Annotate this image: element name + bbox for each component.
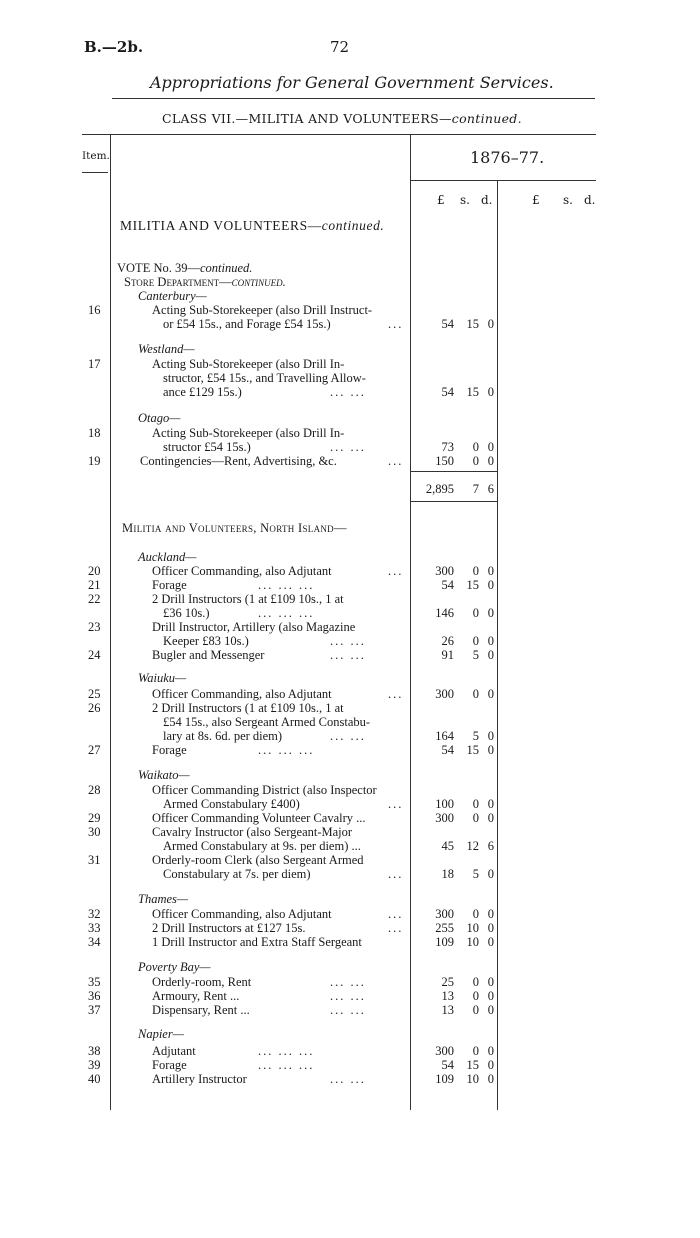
item-36-text: Armoury, Rent ... bbox=[152, 989, 240, 1003]
subtotal-pounds: 2,895 bbox=[425, 482, 454, 496]
amount-pence: 0 bbox=[487, 1044, 494, 1058]
amount-shillings: 0 bbox=[472, 454, 479, 468]
district-otago: Otago— bbox=[138, 411, 181, 425]
item-30-text: Armed Constabulary at 9s. per diem) ... bbox=[163, 839, 361, 853]
item-17-text: Acting Sub-Storekeeper (also Drill In- bbox=[152, 357, 345, 371]
item-23-text: Drill Instructor, Artillery (also Magazine bbox=[152, 620, 356, 634]
title-rule bbox=[112, 98, 595, 99]
amount-pence: 0 bbox=[487, 867, 494, 881]
amount-pence: 0 bbox=[487, 634, 494, 648]
item-number: 31 bbox=[88, 853, 101, 867]
amount-shillings: 15 bbox=[466, 578, 479, 592]
leader-dots: ... ... bbox=[330, 440, 366, 454]
year-header-rule bbox=[410, 180, 596, 181]
item-number: 29 bbox=[88, 811, 101, 825]
document-reference: B.—2b. bbox=[84, 38, 144, 56]
item-number: 19 bbox=[88, 454, 101, 468]
item-number: 34 bbox=[88, 935, 101, 949]
item-29-text: Officer Commanding Volunteer Cavalry ... bbox=[152, 811, 366, 825]
pounds-header-2: £ bbox=[532, 193, 540, 207]
amount-shillings: 15 bbox=[466, 385, 479, 399]
item-26-text: 2 Drill Instructors (1 at £109 10s., 1 at bbox=[152, 701, 344, 715]
leader-dots: ... bbox=[388, 921, 404, 935]
item-22-text: 2 Drill Instructors (1 at £109 10s., 1 at bbox=[152, 592, 344, 606]
amount-pounds: 300 bbox=[435, 811, 454, 825]
amount-pounds: 25 bbox=[441, 975, 454, 989]
pence-header-1: d. bbox=[481, 193, 493, 207]
item-number: 40 bbox=[88, 1072, 101, 1086]
leader-dots: ... ... ... bbox=[258, 1058, 315, 1072]
amount-pounds: 54 bbox=[441, 385, 454, 399]
amount-pounds: 164 bbox=[435, 729, 454, 743]
amount-pence: 0 bbox=[487, 606, 494, 620]
district-westland: Westland— bbox=[138, 342, 195, 356]
item-number: 16 bbox=[88, 303, 101, 317]
item-26-text: £54 15s., also Sergeant Armed Constabu- bbox=[163, 715, 371, 729]
leader-dots: ... ... bbox=[330, 1072, 366, 1086]
amount-pence: 0 bbox=[487, 440, 494, 454]
item-number: 32 bbox=[88, 907, 101, 921]
amount-shillings: 0 bbox=[472, 1044, 479, 1058]
district-waikato: Waikato— bbox=[138, 768, 190, 782]
amount-pence: 0 bbox=[487, 687, 494, 701]
item-number: 17 bbox=[88, 357, 101, 371]
amount-pence: 0 bbox=[487, 564, 494, 578]
item-number: 25 bbox=[88, 687, 101, 701]
district-thames: Thames— bbox=[138, 892, 189, 906]
leader-dots: ... bbox=[388, 797, 404, 811]
item-number: 37 bbox=[88, 1003, 101, 1017]
amount-shillings: 0 bbox=[472, 907, 479, 921]
item-number: 28 bbox=[88, 783, 101, 797]
amount-shillings: 0 bbox=[472, 797, 479, 811]
amount-pounds: 54 bbox=[441, 743, 454, 757]
subtitle-rule bbox=[82, 134, 596, 135]
amount-shillings: 12 bbox=[466, 839, 479, 853]
page-title: Appropriations for General Government Services. bbox=[150, 73, 554, 92]
item-column-divider bbox=[110, 135, 111, 1110]
amount-pounds: 91 bbox=[441, 648, 454, 662]
vote-heading: VOTE No. 39—continued. bbox=[117, 261, 253, 275]
amount-pounds: 109 bbox=[435, 935, 454, 949]
amount-pounds: 300 bbox=[435, 687, 454, 701]
item-column-header: Item. bbox=[82, 150, 110, 162]
item-27-text: Forage bbox=[152, 743, 187, 757]
amount-shillings: 0 bbox=[472, 634, 479, 648]
amount-pence: 0 bbox=[487, 921, 494, 935]
amount-pence: 0 bbox=[487, 578, 494, 592]
item-33-text: 2 Drill Instructors at £127 15s. bbox=[152, 921, 306, 935]
subtotal-pence: 6 bbox=[487, 482, 494, 496]
amount-pounds: 146 bbox=[435, 606, 454, 620]
amount-pounds: 13 bbox=[441, 1003, 454, 1017]
amount-pounds: 54 bbox=[441, 317, 454, 331]
district-poverty-bay: Poverty Bay— bbox=[138, 960, 211, 974]
subtotal-rule-bottom bbox=[410, 501, 497, 502]
amount-pence: 0 bbox=[487, 743, 494, 757]
leader-dots: ... bbox=[388, 564, 404, 578]
item-40-text: Artillery Instructor bbox=[152, 1072, 247, 1086]
district-auckland: Auckland— bbox=[138, 550, 197, 564]
amount-pence: 0 bbox=[487, 385, 494, 399]
item-38-text: Adjutant bbox=[152, 1044, 196, 1058]
amount-pence: 0 bbox=[487, 729, 494, 743]
amount-shillings: 5 bbox=[472, 729, 479, 743]
leader-dots: ... ... ... bbox=[258, 1044, 315, 1058]
amount-shillings: 15 bbox=[466, 1058, 479, 1072]
amount-pence: 0 bbox=[487, 811, 494, 825]
item-28-text: Officer Commanding District (also Inspector bbox=[152, 783, 377, 797]
class-subtitle: CLASS VII.—MILITIA AND VOLUNTEERS—continued. bbox=[162, 111, 522, 126]
leader-dots: ... ... bbox=[330, 634, 366, 648]
year-header: 1876–77. bbox=[470, 148, 545, 167]
district-napier: Napier— bbox=[138, 1027, 184, 1041]
item-34-text: 1 Drill Instructor and Extra Staff Sergeant bbox=[152, 935, 362, 949]
item-25-text: Officer Commanding, also Adjutant bbox=[152, 687, 332, 701]
item-20-text: Officer Commanding, also Adjutant bbox=[152, 564, 332, 578]
item-18-text: structor £54 15s.) bbox=[163, 440, 251, 454]
item-19-text: Contingencies—Rent, Advertising, &c. bbox=[140, 454, 337, 468]
amount-pounds: 54 bbox=[441, 1058, 454, 1072]
leader-dots: ... ... bbox=[330, 989, 366, 1003]
shillings-header-1: s. bbox=[460, 193, 470, 207]
amount-pounds: 13 bbox=[441, 989, 454, 1003]
leader-dots: ... bbox=[388, 867, 404, 881]
amount-pence: 0 bbox=[487, 989, 494, 1003]
item-number: 30 bbox=[88, 825, 101, 839]
district-canterbury: Canterbury— bbox=[138, 289, 207, 303]
amount-shillings: 15 bbox=[466, 317, 479, 331]
item-21-text: Forage bbox=[152, 578, 187, 592]
amount-pounds: 150 bbox=[435, 454, 454, 468]
item-number: 27 bbox=[88, 743, 101, 757]
item-35-text: Orderly-room, Rent bbox=[152, 975, 252, 989]
amount-pence: 0 bbox=[487, 1072, 494, 1086]
item-number: 38 bbox=[88, 1044, 101, 1058]
amount-pounds: 73 bbox=[441, 440, 454, 454]
leader-dots: ... bbox=[388, 317, 404, 331]
leader-dots: ... ... bbox=[330, 729, 366, 743]
amount-column-divider bbox=[410, 135, 411, 1110]
amount-pence: 0 bbox=[487, 975, 494, 989]
item-32-text: Officer Commanding, also Adjutant bbox=[152, 907, 332, 921]
item-31-text: Orderly-room Clerk (also Sergeant Armed bbox=[152, 853, 364, 867]
item-24-text: Bugler and Messenger bbox=[152, 648, 265, 662]
item-number: 33 bbox=[88, 921, 101, 935]
leader-dots: ... ... bbox=[330, 975, 366, 989]
item-16-text: or £54 15s., and Forage £54 15s.) bbox=[163, 317, 331, 331]
amount-shillings: 0 bbox=[472, 989, 479, 1003]
page-number: 72 bbox=[330, 38, 350, 56]
item-number: 36 bbox=[88, 989, 101, 1003]
amount-shillings: 10 bbox=[466, 935, 479, 949]
item-number: 21 bbox=[88, 578, 101, 592]
item-28-text: Armed Constabulary £400) bbox=[163, 797, 300, 811]
amount-pounds: 300 bbox=[435, 564, 454, 578]
item-number: 24 bbox=[88, 648, 101, 662]
amount-shillings: 15 bbox=[466, 743, 479, 757]
amount-shillings: 0 bbox=[472, 687, 479, 701]
amount-shillings: 10 bbox=[466, 921, 479, 935]
subtotal-rule-top bbox=[410, 471, 497, 472]
amount-pounds: 100 bbox=[435, 797, 454, 811]
amount-pence: 0 bbox=[487, 648, 494, 662]
item-17-text: structor, £54 15s., and Travelling Allow- bbox=[163, 371, 366, 385]
section-heading-militia-continued: MILITIA AND VOLUNTEERS—continued. bbox=[120, 218, 385, 233]
amount-pence: 0 bbox=[487, 935, 494, 949]
amount-pounds: 54 bbox=[441, 578, 454, 592]
pence-header-2: d. bbox=[584, 193, 596, 207]
leader-dots: ... bbox=[388, 907, 404, 921]
amount-pounds: 18 bbox=[441, 867, 454, 881]
amount-pounds: 109 bbox=[435, 1072, 454, 1086]
item-18-text: Acting Sub-Storekeeper (also Drill In- bbox=[152, 426, 345, 440]
shillings-header-2: s. bbox=[563, 193, 573, 207]
amount-shillings: 10 bbox=[466, 1072, 479, 1086]
leader-dots: ... bbox=[388, 687, 404, 701]
subtotal-shillings: 7 bbox=[472, 482, 479, 496]
item-16-text: Acting Sub-Storekeeper (also Drill Instruct- bbox=[152, 303, 373, 317]
item-number: 39 bbox=[88, 1058, 101, 1072]
item-17-text: ance £129 15s.) bbox=[163, 385, 242, 399]
item-37-text: Dispensary, Rent ... bbox=[152, 1003, 250, 1017]
amount-shillings: 0 bbox=[472, 811, 479, 825]
amount-shillings: 0 bbox=[472, 440, 479, 454]
leader-dots: ... ... bbox=[330, 385, 366, 399]
leader-dots: ... ... ... bbox=[258, 578, 315, 592]
amount-pence: 0 bbox=[487, 1058, 494, 1072]
item-number: 23 bbox=[88, 620, 101, 634]
item-22-text: £36 10s.) bbox=[163, 606, 210, 620]
amount-pence: 0 bbox=[487, 317, 494, 331]
amount-pence: 0 bbox=[487, 1003, 494, 1017]
item-30-text: Cavalry Instructor (also Sergeant-Major bbox=[152, 825, 353, 839]
amount-shillings: 5 bbox=[472, 648, 479, 662]
leader-dots: ... ... bbox=[330, 1003, 366, 1017]
amount-shillings: 0 bbox=[472, 1003, 479, 1017]
pounds-header-1: £ bbox=[437, 193, 445, 207]
item-number: 26 bbox=[88, 701, 101, 715]
item-31-text: Constabulary at 7s. per diem) bbox=[163, 867, 311, 881]
amount-shillings: 0 bbox=[472, 975, 479, 989]
amount-pounds: 300 bbox=[435, 907, 454, 921]
amount-pounds: 26 bbox=[441, 634, 454, 648]
amount-pence: 0 bbox=[487, 907, 494, 921]
pence-column-divider bbox=[497, 180, 498, 1110]
item-23-text: Keeper £83 10s.) bbox=[163, 634, 249, 648]
amount-pounds: 255 bbox=[435, 921, 454, 935]
amount-pounds: 300 bbox=[435, 1044, 454, 1058]
amount-pence: 0 bbox=[487, 797, 494, 811]
leader-dots: ... bbox=[388, 454, 404, 468]
item-number: 35 bbox=[88, 975, 101, 989]
amount-pounds: 45 bbox=[441, 839, 454, 853]
item-39-text: Forage bbox=[152, 1058, 187, 1072]
north-island-heading: Militia and Volunteers, North Island— bbox=[122, 521, 347, 535]
item-number: 20 bbox=[88, 564, 101, 578]
district-waiuku: Waiuku— bbox=[138, 671, 187, 685]
item-number: 18 bbox=[88, 426, 101, 440]
leader-dots: ... ... ... bbox=[258, 606, 315, 620]
amount-pence: 0 bbox=[487, 454, 494, 468]
leader-dots: ... ... ... bbox=[258, 743, 315, 757]
amount-shillings: 5 bbox=[472, 867, 479, 881]
store-department-heading: Store Department—continued. bbox=[124, 275, 286, 289]
item-header-underline bbox=[82, 172, 108, 173]
amount-pence: 6 bbox=[487, 839, 494, 853]
item-26-text: lary at 8s. 6d. per diem) bbox=[163, 729, 283, 743]
leader-dots: ... ... bbox=[330, 648, 366, 662]
amount-shillings: 0 bbox=[472, 564, 479, 578]
amount-shillings: 0 bbox=[472, 606, 479, 620]
item-number: 22 bbox=[88, 592, 101, 606]
